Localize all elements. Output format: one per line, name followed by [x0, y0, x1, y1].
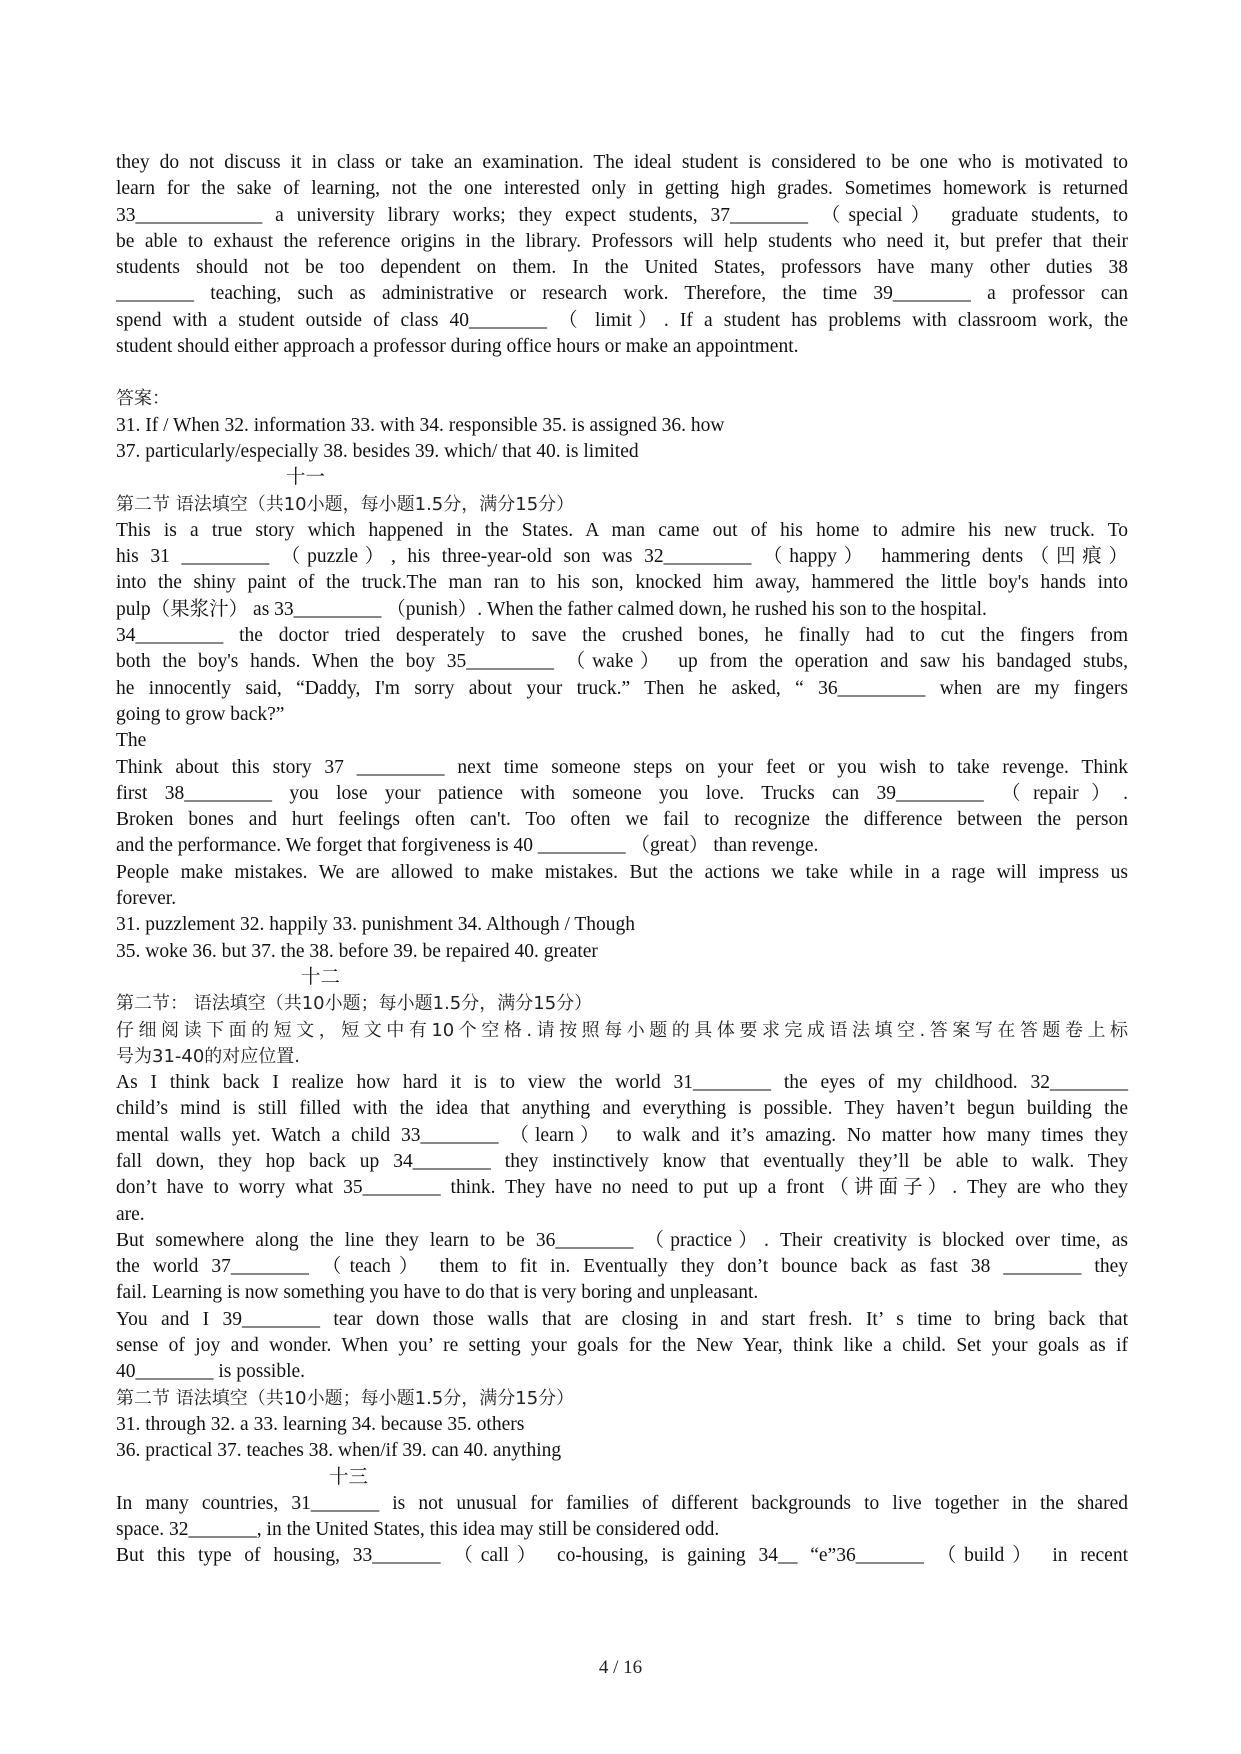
- blank-line: [116, 360, 1128, 386]
- text-line: he innocently said, “Daddy, I'm sorry about your truck.” Then he asked, “ 36_________ when are my fingers: [116, 677, 1128, 699]
- text-line: 十二: [301, 966, 341, 988]
- text-line: Think about this story 37 _________ next time someone steps on your feet or you wish to take revenge. Think: [116, 756, 1128, 778]
- text-line: forever.: [116, 888, 177, 910]
- text-line: The: [116, 730, 147, 752]
- text-line: 40________ is possible.: [116, 1361, 306, 1383]
- text-line: his 31 _________ （puzzle）, his three-year-old son was 32_________ （happy） hammering dents（凹痕）: [116, 546, 1128, 568]
- text-line: 号为31-40的对应位置.: [116, 1045, 301, 1067]
- text-line: You and I 39________ tear down those walls that are closing in and start fresh. It’ s time to bring back that: [116, 1308, 1128, 1330]
- text-line: the world 37________ （teach） them to fit in. Eventually they don’t bounce back as fast 38 ________ they: [116, 1256, 1128, 1278]
- text-line: 33_____________ a university library works; they expect students, 37________ （special） graduate students, to: [116, 204, 1128, 226]
- text-line: student should either approach a professor during office hours or make an appointment.: [116, 336, 799, 358]
- text-line: are.: [116, 1203, 145, 1225]
- text-line: But this type of housing, 33_______ （call） co-housing, is gaining 34__ “e”36_______ （build） in recent: [116, 1545, 1128, 1567]
- text-line: As I think back I realize how hard it is to view the world 31________ the eyes of my childhood. 32________: [116, 1072, 1128, 1094]
- text-line: Broken bones and hurt feelings often can't. Too often we fail to recognize the difference between the person: [116, 809, 1128, 831]
- text-line: 34_________ the doctor tried desperately to save the crushed bones, he finally had to cut the fingers from: [116, 625, 1128, 647]
- text-line: mental walls yet. Watch a child 33________ （learn） to walk and it’s amazing. No matter how many times they: [116, 1124, 1128, 1146]
- text-line: they do not discuss it in class or take an examination. The ideal student is considered to be one who is motivated to: [116, 152, 1128, 173]
- text-line: students should not be too dependent on them. In the United States, professors have many other duties 38: [116, 257, 1128, 279]
- text-line: space. 32_______, in the United States, this idea may still be considered odd.: [116, 1519, 720, 1541]
- text-line: 仔细阅读下面的短文，短文中有10个空格.请按照每小题的具体要求完成语法填空.答案写在答题卷上标: [116, 1019, 1128, 1041]
- text-line: spend with a student outside of class 40________ （ limit）. If a student has problems with classroom work, the: [116, 309, 1128, 331]
- text-line: ________ teaching, such as administrative or research work. Therefore, the time 39________ a professor can: [116, 283, 1128, 305]
- text-line: going to grow back?”: [116, 703, 285, 725]
- text-line: 31. puzzlement 32. happily 33. punishment 34. Although / Though: [116, 914, 636, 936]
- text-line: People make mistakes. We are allowed to make mistakes. But the actions we take while in a rage will impress us: [116, 861, 1128, 883]
- text-line: child’s mind is still filled with the idea that anything and everything is possible. They haven’t begun building the: [116, 1098, 1128, 1120]
- text-line: both the boy's hands. When the boy 35_________ （wake） up from the operation and saw his bandaged stubs,: [116, 651, 1128, 673]
- text-line: 第二节 语法填空（共10小题；每小题1.5分，满分15分）: [116, 1387, 575, 1409]
- text-line: learn for the sake of learning, not the one interested only in getting high grades. Sometimes homework is returned: [116, 178, 1128, 200]
- text-line: 31. If / When 32. information 33. with 34. responsible 35. is assigned 36. how: [116, 414, 725, 436]
- text-line: In many countries, 31_______ is not unusual for families of different backgrounds to live together in the shared: [116, 1492, 1128, 1514]
- text-line: sense of joy and wonder. When you’ re setting your goals for the New Year, think like a child. Set your goals as if: [116, 1335, 1128, 1357]
- text-line: 十三: [329, 1466, 369, 1488]
- text-line: be able to exhaust the reference origins in the library. Professors will help students who need it, but prefer that their: [116, 230, 1128, 252]
- text-line: This is a true story which happened in the States. A man came out of his home to admire his new truck. To: [116, 519, 1128, 541]
- text-line: 35. woke 36. but 37. the 38. before 39. be repaired 40. greater: [116, 940, 598, 962]
- text-line: fall down, they hop back up 34________ they instinctively know that eventually they’ll be able to walk. They: [116, 1150, 1128, 1172]
- text-line: first 38_________ you lose your patience with someone you love. Trucks can 39_________ （repair）.: [116, 782, 1128, 804]
- text-line: 第二节： 语法填空（共10小题；每小题1.5分，满分15分）: [116, 993, 593, 1015]
- text-line: But somewhere along the line they learn to be 36________ （practice）. Their creativity is blocked over time, as: [116, 1229, 1128, 1251]
- document-body: [116, 150, 1128, 1570]
- text-line: 31. through 32. a 33. learning 34. because 35. others: [116, 1413, 525, 1435]
- text-line: into the shiny paint of the truck.The man ran to his son, knocked him away, hammered the little boy's hands into: [116, 572, 1128, 594]
- text-line: pulp（果浆汁） as 33_________ （punish）. When the father calmed down, he rushed his son to the hospital.: [116, 598, 987, 620]
- text-line: 十一: [286, 467, 326, 489]
- text-line: 答案：: [116, 388, 170, 410]
- page-number: 4 / 16: [598, 1657, 643, 1678]
- text-line: 36. practical 37. teaches 38. when/if 39. can 40. anything: [116, 1440, 562, 1462]
- text-line: fail. Learning is now something you have to do that is very boring and unpleasant.: [116, 1282, 759, 1304]
- text-line: 37. particularly/especially 38. besides 39. which/ that 40. is limited: [116, 440, 639, 462]
- text-line: don’t have to worry what 35________ think. They have no need to put up a front（讲面子）. They are who they: [116, 1177, 1128, 1199]
- text-line: 第二节 语法填空（共10小题，每小题1.5分，满分15分）: [116, 493, 575, 515]
- text-line: and the performance. We forget that forgiveness is 40 _________ （great） than revenge.: [116, 835, 819, 857]
